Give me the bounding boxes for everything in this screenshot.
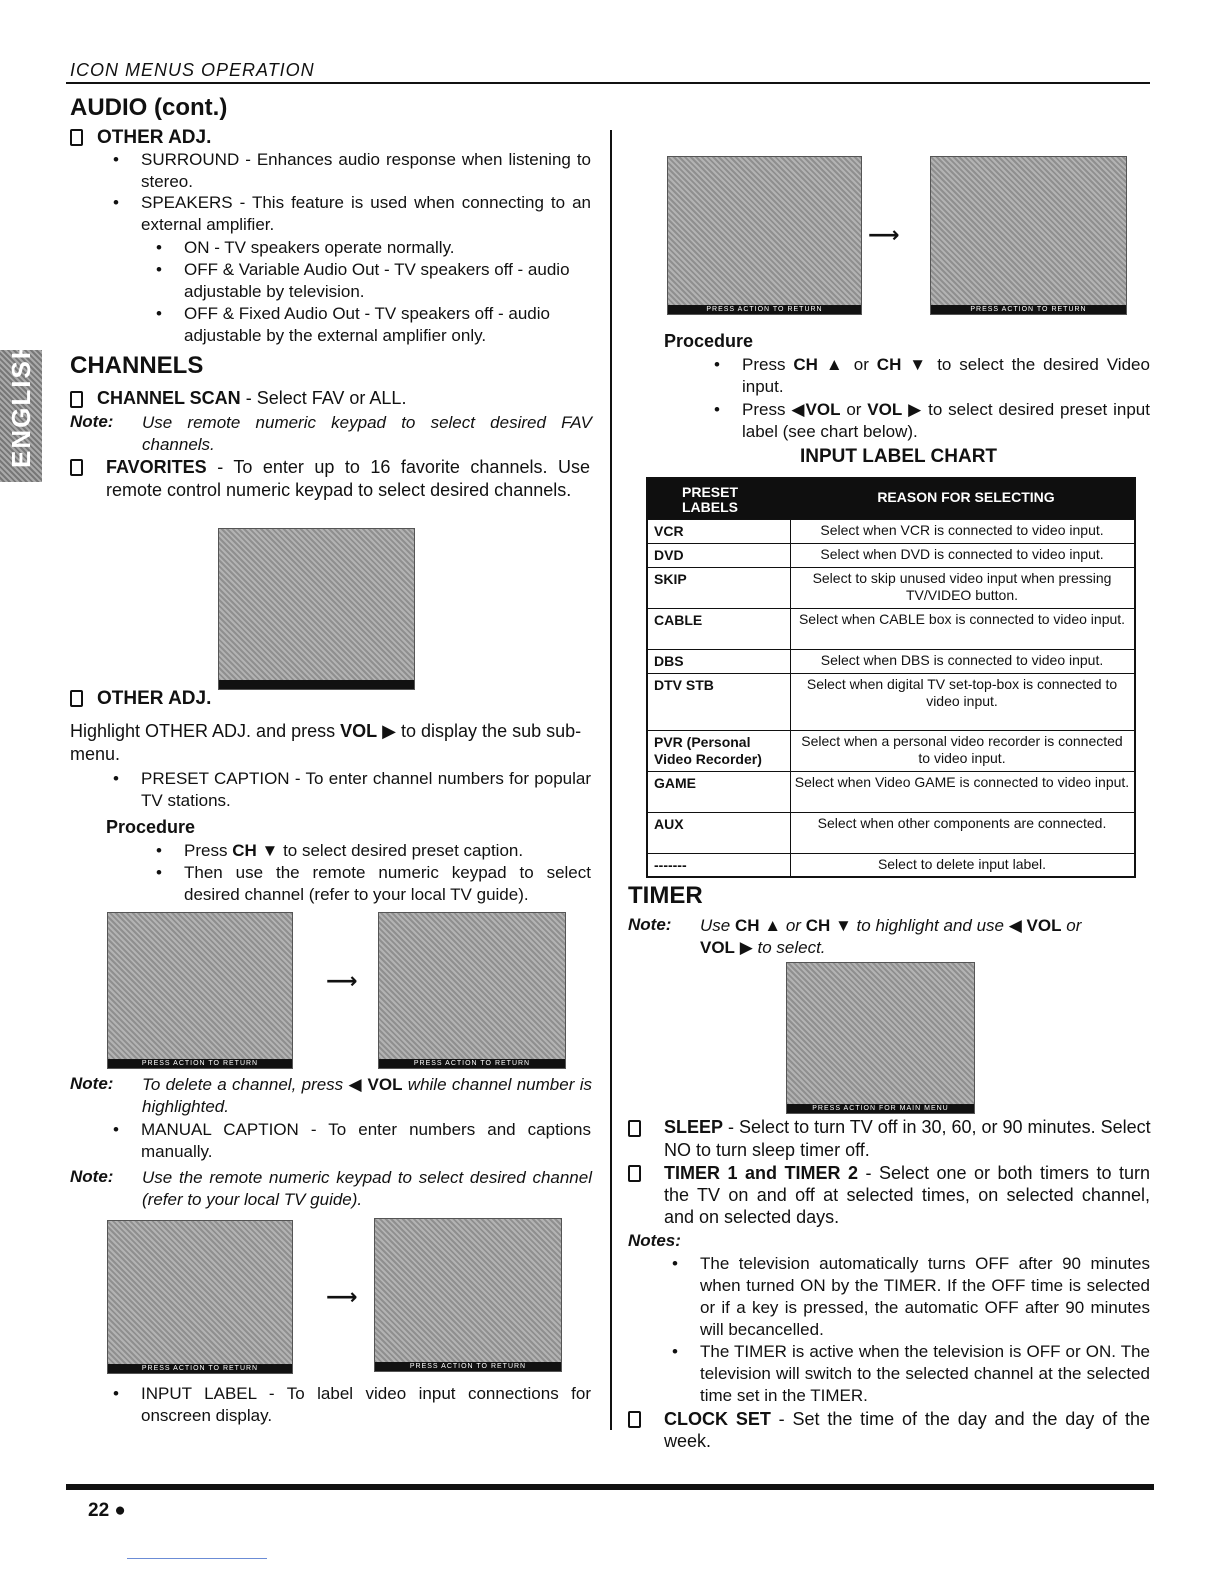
preset-caption-item: • PRESET CAPTION - To enter channel numbers for popular TV stations. [141, 768, 591, 812]
audio-other-adj-heading: OTHER ADJ. [70, 127, 211, 149]
chart-row-label: VCR [654, 523, 684, 539]
chart-row [648, 519, 1134, 543]
header-rule [66, 82, 1150, 84]
favorites-text: FAVORITES - To enter up to 16 favorite channels. Use remote control numeric keypad to select desired channels. [106, 457, 590, 500]
channel-scan-note: Use remote numeric keypad to select desired FAV channels. [142, 413, 592, 454]
section-header: ICON MENUS OPERATION [70, 60, 315, 80]
other-adj-text: Highlight OTHER ADJ. and press VOL ▶ to display the sub sub-menu. [70, 721, 582, 764]
surround-item: • SURROUND - Enhances audio response when listening to stereo. [141, 149, 591, 193]
screen-status-bar: PRESS ACTION FOR MAIN MENU [787, 1104, 974, 1113]
timer12-text: TIMER 1 and TIMER 2 - Select one or both timers to turn the TV on and off at selected times, on selected channel, and on selected days. [664, 1163, 1150, 1227]
chart-row [648, 608, 1134, 649]
language-tab [0, 338, 42, 482]
chart-row-reason: Select when VCR is connected to video input. [820, 522, 1104, 538]
screen-status-bar: PRESS ACTION TO RETURN [375, 1362, 561, 1371]
column-divider [610, 130, 612, 1430]
screen-status-bar: PRESS ACTION TO RETURN [108, 1364, 292, 1373]
checkbox-icon [70, 129, 83, 146]
channel-scan-item: CHANNEL SCAN - Select FAV or ALL. [70, 387, 406, 409]
timer12-item [628, 1162, 655, 1184]
down-triangle-icon: ▼ [834, 916, 852, 935]
note-label: Note: [628, 915, 672, 934]
down-triangle-icon: ▼ [909, 355, 930, 374]
note-label: Note: [70, 1167, 114, 1186]
input-procedure-step-1: • Press CH ▲ or CH ▼ to select the desired Video input. [742, 354, 1150, 398]
chart-row-label: DBS [654, 653, 684, 669]
chart-row [648, 730, 1134, 771]
chart-column-divider [790, 544, 791, 567]
screen-status-bar [219, 680, 414, 689]
chart-row-reason: Select when CABLE box is connected to video input. [798, 611, 1126, 627]
right-triangle-icon: ▶ [382, 721, 396, 741]
checkbox-icon [628, 1165, 641, 1182]
timer-menu-screenshot [786, 962, 975, 1114]
clock-set-text: CLOCK SET - Set the time of the day and the day of the week. [664, 1409, 1150, 1451]
chart-row [648, 649, 1134, 673]
input-procedure-title: Procedure [664, 331, 754, 351]
chart-header-reason: REASON FOR SELECTING [877, 489, 1055, 505]
footer-rule [66, 1484, 1154, 1490]
chart-row-reason: Select when a personal video recorder is connected to video input. [801, 733, 1123, 766]
speakers-on-item: • ON - TV speakers operate normally. [184, 237, 591, 259]
checkbox-icon [628, 1120, 641, 1137]
right-triangle-icon: ▶ [908, 400, 923, 419]
left-triangle-icon: ◀ [791, 400, 806, 419]
chart-row-label: CABLE [654, 612, 703, 628]
timer-note-2: • The TIMER is active when the television is OFF or ON. The television will switch to the selected channel at the selected time set in the TIMER. [700, 1341, 1150, 1407]
chart-row [648, 567, 1134, 608]
chart-row-reason: Select when digital TV set-top-box is connected to video input. [806, 676, 1118, 709]
clock-set-item [628, 1408, 655, 1430]
chart-column-divider [790, 813, 791, 853]
input-procedure-step-2: • Press ◀VOL or VOL ▶ to select desired preset input label (see chart below). [742, 399, 1150, 443]
chart-title: INPUT LABEL CHART [800, 446, 998, 467]
chart-row-label: PVR (Personal Video Recorder) [654, 734, 762, 767]
input-label-chart [646, 477, 1136, 878]
language-tab-label: ENGLISH [6, 338, 36, 468]
speakers-off-variable-item: • OFF & Variable Audio Out - TV speakers off - audio adjustable by television. [184, 259, 591, 303]
chart-row-label: DTV STB [654, 677, 714, 693]
audio-title: AUDIO (cont.) [70, 94, 228, 121]
chart-row [648, 543, 1134, 567]
chart-row-label: AUX [654, 816, 684, 832]
timer-note-1: • The television automatically turns OFF after 90 minutes when turned ON by the TIMER. If the OFF time is selected or if a key is pressed, the automatic OFF after 90 minutes will becancelled. [700, 1253, 1150, 1341]
preset-caption-screenshot [107, 912, 293, 1069]
note-label: Note: [70, 412, 114, 431]
left-triangle-icon: ◀ [1008, 916, 1022, 935]
chart-column-divider [790, 650, 791, 673]
manual-caption-screenshot [107, 1220, 293, 1374]
speakers-item: • SPEAKERS - This feature is used when connecting to an external amplifier. [141, 192, 591, 236]
chart-column-divider [790, 731, 791, 771]
procedure-step-1: • Press CH ▼ to select desired preset caption. [184, 840, 591, 862]
up-triangle-icon: ▲ [764, 916, 782, 935]
speakers-off-fixed-item: • OFF & Fixed Audio Out - TV speakers off - audio adjustable by the external amplifier only. [184, 303, 591, 347]
chart-row [648, 853, 1134, 876]
checkbox-icon [628, 1411, 641, 1428]
screen-status-bar: PRESS ACTION TO RETURN [931, 305, 1126, 314]
sleep-text: SLEEP - Select to turn TV off in 30, 60, or 90 minutes. Select NO to turn sleep timer off. [664, 1117, 1151, 1160]
chart-column-divider [790, 520, 791, 543]
arrow-right-icon: ⟶ [326, 1284, 358, 1309]
chart-row-reason: Select to skip unused video input when pressing TV/VIDEO button. [812, 570, 1112, 603]
chart-row [648, 771, 1134, 812]
bottom-underline [127, 1558, 267, 1559]
other-adj-heading: OTHER ADJ. [70, 688, 211, 710]
input-label-select-screenshot [930, 156, 1127, 315]
screen-status-bar: PRESS ACTION TO RETURN [668, 305, 861, 314]
chart-column-divider [790, 568, 791, 608]
checkbox-icon [70, 690, 83, 707]
procedure-title: Procedure [106, 817, 196, 837]
arrow-right-icon: ⟶ [868, 222, 900, 247]
favorites-item [70, 456, 97, 477]
favorites-menu-screenshot [218, 528, 415, 690]
checkbox-icon [70, 391, 83, 408]
checkbox-icon [70, 459, 83, 476]
page-number: 22 ● [88, 1500, 126, 1521]
chart-row-reason: Select when DBS is connected to video input. [820, 652, 1104, 668]
chart-row [648, 673, 1134, 730]
manual-caption-note: Use the remote numeric keypad to select desired channel (refer to your local TV guide). [142, 1168, 592, 1209]
chart-row-reason: Select when DVD is connected to video input. [820, 546, 1104, 562]
channels-title: CHANNELS [70, 352, 204, 379]
notes-label: Notes: [628, 1231, 681, 1250]
chart-row-reason: Select to delete input label. [877, 856, 1047, 872]
chart-row-label: GAME [654, 775, 696, 791]
timer-title: TIMER [628, 882, 703, 909]
note-label: Note: [70, 1074, 114, 1093]
chart-header [648, 479, 1134, 519]
chart-column-divider [790, 609, 791, 649]
chart-column-divider [790, 772, 791, 812]
input-label-menu-screenshot [667, 156, 862, 315]
chart-row-label: ------- [654, 857, 687, 873]
procedure-step-2: • Then use the remote numeric keypad to select desired channel (refer to your local TV guide). [184, 862, 591, 906]
manual-caption-item: • MANUAL CAPTION - To enter numbers and captions manually. [141, 1119, 591, 1163]
left-triangle-icon: ◀ [348, 1075, 363, 1094]
chart-row-label: SKIP [654, 571, 687, 587]
delete-channel-note: To delete a channel, press ◀ VOL while channel number is highlighted. [142, 1075, 592, 1116]
screen-status-bar: PRESS ACTION TO RETURN [379, 1059, 565, 1068]
chart-column-divider [790, 854, 791, 876]
chart-row-reason: Select when Video GAME is connected to video input. [794, 774, 1130, 790]
manual-caption-entry-screenshot [374, 1218, 562, 1372]
down-triangle-icon: ▼ [261, 841, 279, 860]
up-triangle-icon: ▲ [825, 355, 846, 374]
chart-header-labels: PRESET LABELS [682, 484, 739, 515]
preset-caption-list-screenshot [378, 912, 566, 1069]
chart-row-label: DVD [654, 547, 684, 563]
chart-row-reason: Select when other components are connected. [817, 815, 1107, 831]
bullet-icon: ● [114, 1500, 126, 1521]
screen-status-bar: PRESS ACTION TO RETURN [108, 1059, 292, 1068]
input-label-item: • INPUT LABEL - To label video input connections for onscreen display. [141, 1383, 591, 1427]
right-triangle-icon: ▶ [739, 938, 753, 957]
arrow-right-icon: ⟶ [326, 968, 358, 993]
chart-column-divider [790, 674, 791, 730]
chart-body [648, 519, 1134, 876]
timer-note: Use CH ▲ or CH ▼ to highlight and use ◀ VOL or VOL ▶ to select. [700, 916, 1082, 957]
chart-row [648, 812, 1134, 853]
